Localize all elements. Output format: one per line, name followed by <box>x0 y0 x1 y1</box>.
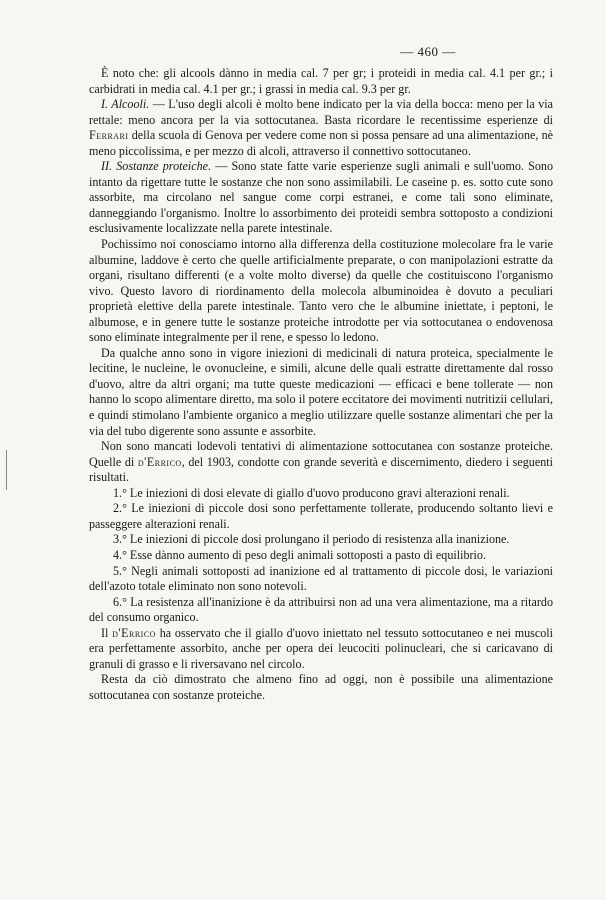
attempts-text-a: Non sono mancati lodevoli tentativi di alimentazione sottocutanea con sostanze proteiche. Quelle di <box>89 439 553 469</box>
result-item: 4.° Esse dànno aumento di peso degli animali sottoposti a pasto di equilibrio. <box>113 547 486 562</box>
result-item: 5.° Negli animali sottoposti ad inanizione ed al trattamento di piccole dosi, le variazioni dell'azoto totale eliminato non sono notevoli. <box>89 563 553 594</box>
result-item: 1.° Le iniezioni di dosi elevate di giallo d'uovo producono gravi alterazioni renali. <box>113 485 510 500</box>
result-item: 2.° Le iniezioni di piccole dosi sono perfettamente tollerate, producendo soltanto lievi e passeggere alterazioni renali. <box>89 501 553 531</box>
result-item: 6.° La resistenza all'inanizione è da attribuirsi non ad una vera alimentazione, ma a ritardo del consumo organico. <box>89 594 553 625</box>
alcohols-tail: della scuola di Genova per vedere come non si possa pensare ad una alimentazione, nè meno piccolissima, e per mezzo di alcoli, attraverso il connettivo sottocutaneo. <box>89 128 553 158</box>
paragraph-conclusion: Resta da ciò dimostrato che almeno fino ad oggi, non è possibile una alimentazione sottocutanea con sostanze proteiche. <box>89 672 553 702</box>
observation-text-b: ha osservato che il giallo d'uovo iniettato nel tessuto sottocutaneo e nei muscoli era perfettamente assorbito, anche per opera dei leucociti polinucleari, che si caricavano di granuli di grasso e li riversavano nel circolo. <box>89 625 553 671</box>
body-text <box>89 66 553 703</box>
author-name-ferrari: Ferrari <box>89 128 129 143</box>
paragraph-protein-injections: Da qualche anno sono in vigore iniezioni di medicinali di natura proteica, specialmente le lecitine, le nucleine, le ovonucleine, e simili, alcune delle quali estratte direttamente dal rosso d'uovo, altre da altri organi; ma tutte queste medicazioni — efficaci e bene tollerate — non hanno lo scopo alimentare diretto, ma solo il potere eccitatore dei movimenti nutritizii cellulari, e quindi stimolano l'ambiente organico a meglio utilizzare quelle sostanze alimentari che per la via del tubo digerente sono assunte e assorbite. <box>89 345 553 438</box>
section-heading-proteins: II. Sostanze proteiche. <box>101 159 212 174</box>
page-number <box>0 44 606 60</box>
paragraph-alcohols <box>89 97 553 159</box>
proteins-body: — Sono state fatte varie esperienze sugli animali e sull'uomo. Sono intanto da rigettare tutte le sostanze che non sono assimilabili. Le caseine p. es. sotto cute sono assorbite, ma circolano nel sangue come corpi estranei, e come tali sono eliminate, danneggiando l'organismo. Inoltre lo assorbimento dei proteidi sembra sottoposto a condizioni esclusivamente localizzate nella parete intestinale. <box>89 159 554 236</box>
section-heading-alcohols: I. Alcooli. <box>101 97 150 112</box>
left-edge-mark <box>6 450 7 490</box>
attempts-text-b: , del 1903, condotte con grande severità e discernimento, diedero i seguenti risultati. <box>89 454 553 485</box>
author-name-derrico: d'Errico <box>137 454 182 469</box>
page-number-text: — 460 — <box>400 44 456 59</box>
paragraph-calories: È noto che: gli alcools dànno in media cal. 7 per gr; i proteidi in media cal. 4.1 per gr.; i carbidrati in media cal. 4.1 per gr.; i grassi in media cal. 9.3 per gr. <box>89 66 553 96</box>
alcohols-body: — L'uso degli alcoli è molto bene indicato per la via della bocca: meno per la via rettale: meno ancora per la via sottocutanea. Basta ricordare le recentissime esperienze di <box>89 97 553 127</box>
author-name-derrico-2: d'Errico <box>112 625 156 640</box>
paragraph-molecular-constitution: Pochissimo noi conosciamo intorno alla differenza della costituzione molecolare fra le varie albumine, laddove è certo che quelle artificialmente preparate, o con manipolazioni estratte da organi, risultano differenti (e a volte molto diverse) da quelle che costituiscono l'organismo vivo. Questo lavoro di riordinamento della molecola albuminoidea è dovuto a peculiari proprietà elettive della parete intestinale. Tanto vero che le albumine iniettate, i peptoni, le albumose, e in genere tutte le sostanze proteiche introdotte per via sottocutanea o endovenosa sono eliminate integralmente per il rene, e spesso lo ledono. <box>89 237 553 345</box>
result-item: 3.° Le iniezioni di piccole dosi prolungano il periodo di resistenza alla inanizione. <box>113 532 510 547</box>
paragraph-egg-yolk-observation <box>89 626 553 673</box>
observation-text-a: Il <box>101 625 113 640</box>
paragraph-subcutaneous-attempts <box>89 439 553 486</box>
paragraph-proteins <box>89 159 553 237</box>
